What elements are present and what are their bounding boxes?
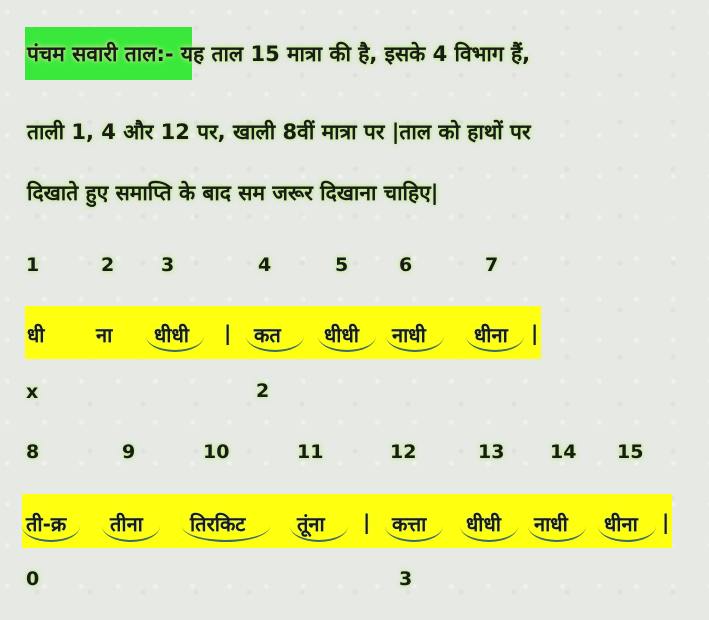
intro-line-1-rest: :- यह ताल 15 मात्रा की है, इसके 4 विभाग हैं, — [156, 42, 531, 66]
bol: तूंना — [297, 512, 325, 536]
bol: नाधी — [534, 512, 568, 536]
intro-line-3: दिखाते हुए समाप्ति के बाद सम जरूर दिखाना चाहिए| — [27, 181, 439, 205]
bol: धी — [27, 323, 45, 347]
bol: धीधी — [466, 512, 501, 536]
tali-khali-sign: 2 — [256, 380, 270, 402]
matra-number: 15 — [617, 441, 644, 463]
intro-line-2: ताली 1, 4 और 12 पर, खाली 8वीं मात्रा पर |ताल को हाथों पर — [27, 120, 531, 144]
vibhag-divider: | — [363, 510, 371, 534]
matra-number: 3 — [161, 254, 175, 276]
matra-number: 13 — [478, 441, 505, 463]
matra-number: 2 — [101, 254, 115, 276]
matra-number: 5 — [335, 254, 349, 276]
matra-number: 7 — [485, 254, 499, 276]
matra-number: 4 — [258, 254, 272, 276]
tali-khali-sign: x — [26, 381, 39, 403]
matra-number: 12 — [390, 441, 417, 463]
vibhag-divider: | — [224, 321, 232, 345]
matra-number: 10 — [203, 441, 230, 463]
bol: धीधी — [324, 323, 359, 347]
bol: कत्ता — [392, 512, 427, 536]
matra-number: 9 — [122, 441, 136, 463]
bol: तिरकिट — [190, 512, 246, 536]
matra-number: 8 — [26, 441, 40, 463]
matra-number: 6 — [399, 254, 413, 276]
tal-title: पंचम सवारी ताल — [27, 42, 157, 66]
vibhag-divider: | — [531, 321, 539, 345]
bol: ना — [96, 323, 113, 347]
bol: ती-क्र — [26, 512, 67, 536]
tali-khali-sign: 3 — [399, 568, 413, 590]
matra-number: 14 — [550, 441, 577, 463]
bol: धीना — [604, 512, 638, 536]
bol: तीना — [110, 512, 143, 536]
tali-khali-sign: 0 — [26, 568, 40, 590]
matra-number: 11 — [297, 441, 324, 463]
bol: धीना — [474, 323, 508, 347]
vibhag-divider: | — [662, 510, 670, 534]
intro-line-1 — [27, 40, 530, 68]
matra-number: 1 — [26, 254, 40, 276]
bol: नाधी — [392, 323, 426, 347]
bol: धीधी — [154, 323, 189, 347]
bol: कत — [254, 323, 281, 347]
